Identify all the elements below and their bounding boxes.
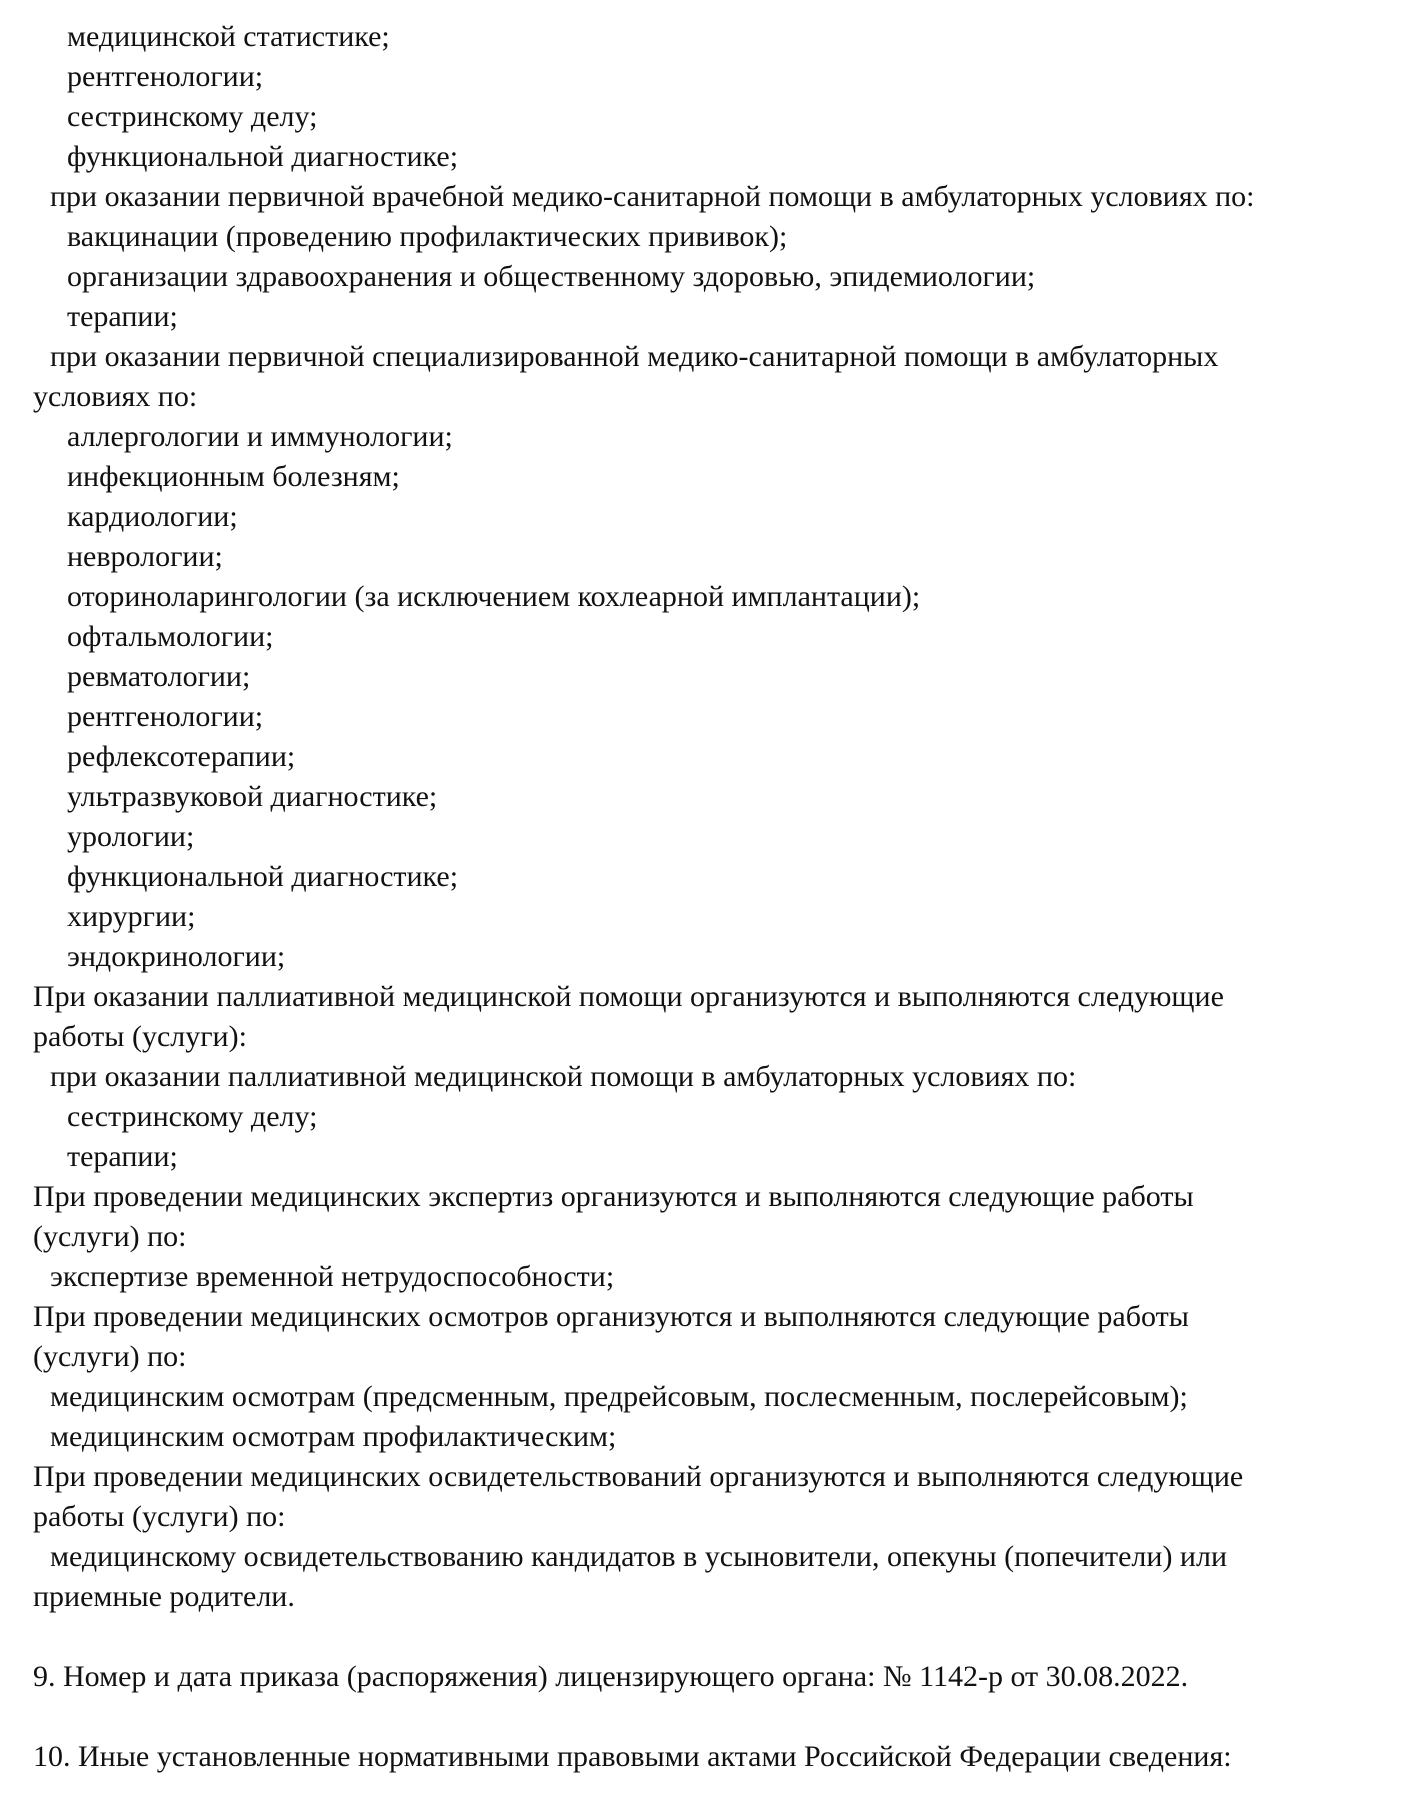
section-heading: При проведении медицинских освидетельствований организуются и выполняются следующие [33,1460,1244,1493]
section-heading-continuation: работы (услуги): [33,1020,247,1053]
service-line: экспертизе временной нетрудоспособности; [50,1260,615,1293]
subsection-heading: при оказании первичной специализированной медико-санитарной помощи в амбулаторных [50,340,1219,373]
service-line: рефлексотерапии; [67,740,296,773]
service-line: эндокринологии; [67,940,286,973]
service-line: сестринскому делу; [67,100,318,133]
subsection-heading-continuation: условиях по: [33,380,198,413]
service-line-continuation: приемные родители. [33,1580,295,1613]
service-line: функциональной диагностике; [67,860,459,893]
section-heading-continuation: работы (услуги) по: [33,1500,286,1533]
section-heading-continuation: (услуги) по: [33,1340,187,1373]
service-line: ультразвуковой диагностике; [67,780,438,813]
section-heading: При оказании паллиативной медицинской помощи организуются и выполняются следующие [33,980,1224,1013]
service-line: неврологии; [67,540,223,573]
section-heading: При проведении медицинских экспертиз организуются и выполняются следующие работы [33,1180,1194,1213]
numbered-item-10: 10. Иные установленные нормативными правовыми актами Российской Федерации сведения: [33,1740,1232,1773]
section-heading: При проведении медицинских осмотров организуются и выполняются следующие работы [33,1300,1189,1333]
service-line: рентгенологии; [67,700,264,733]
service-line: вакцинации (проведению профилактических прививок); [67,220,788,253]
service-line: рентгенологии; [67,60,264,93]
service-line: терапии; [67,300,178,333]
service-line: офтальмологии; [67,620,274,653]
service-line: функциональной диагностике; [67,140,459,173]
service-line: сестринскому делу; [67,1100,318,1133]
service-line: организации здравоохранения и общественному здоровью, эпидемиологии; [67,260,1036,293]
service-line: ревматологии; [67,660,251,693]
service-line: оториноларингологии (за исключением кохлеарной имплантации); [67,580,921,613]
numbered-item-9: 9. Номер и дата приказа (распоряжения) лицензирующего органа: № 1142-р от 30.08.2022. [33,1660,1189,1693]
service-line: инфекционным болезням; [67,460,400,493]
service-line: аллергологии и иммунологии; [67,420,453,453]
service-line: медицинским осмотрам (предсменным, предрейсовым, послесменным, послерейсовым); [50,1380,1188,1413]
subsection-heading: при оказании первичной врачебной медико-санитарной помощи в амбулаторных условиях по: [50,180,1255,213]
subsection-heading: при оказании паллиативной медицинской помощи в амбулаторных условиях по: [50,1060,1077,1093]
service-line: терапии; [67,1140,178,1173]
service-line: медицинской статистике; [67,20,390,53]
service-line: медицинским осмотрам профилактическим; [50,1420,617,1453]
service-line: хирургии; [67,900,196,933]
service-line: кардиологии; [67,500,238,533]
section-heading-continuation: (услуги) по: [33,1220,187,1253]
service-line: урологии; [67,820,195,853]
service-line: медицинскому освидетельствованию кандидатов в усыновители, опекуны (попечители) или [50,1540,1228,1573]
